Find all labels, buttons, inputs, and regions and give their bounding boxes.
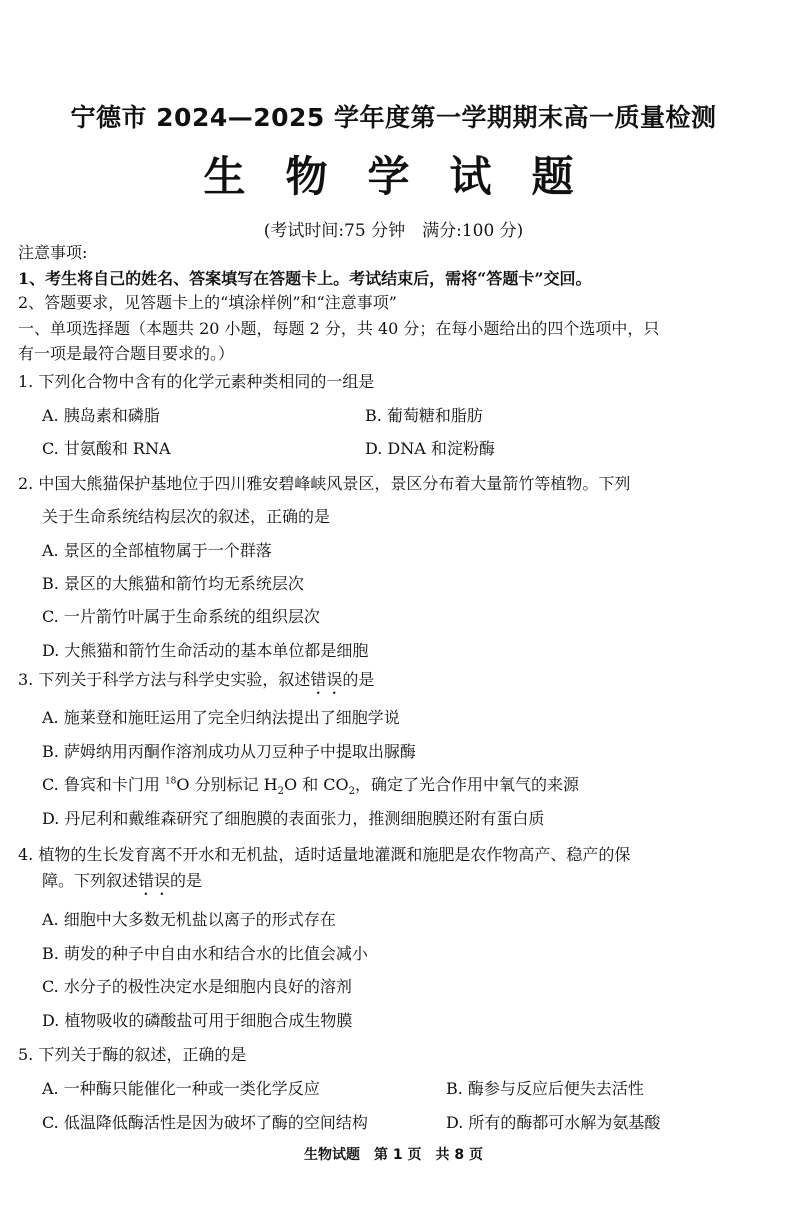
- question-2-option-d: D. 大熊猫和箭竹生命活动的基本单位都是细胞: [42, 641, 369, 660]
- question-2-stem-line2: 关于生命系统结构层次的叙述，正确的是: [42, 507, 331, 526]
- question-4-stem-line1: 4. 植物的生长发育离不开水和无机盐，适时适量地灌溉和施肥是农作物高产、稳产的保: [18, 845, 631, 864]
- exam-info: (考试时间:75 分钟 满分:100 分): [263, 221, 524, 241]
- question-1-option-c: C. 甘氨酸和 RNA: [42, 439, 171, 458]
- question-3-stem-pre: 3. 下列关于科学方法与科学史实验，叙述: [18, 670, 311, 689]
- question-3-option-c: [42, 774, 579, 796]
- question-4-stem-line2: [42, 870, 202, 899]
- question-3-option-c-text: O 分别标记 H: [176, 775, 278, 794]
- question-2-option-a: A. 景区的全部植物属于一个群落: [42, 541, 272, 560]
- question-3-option-d: D. 丹尼利和戴维森研究了细胞膜的表面张力，推测细胞膜还附有蛋白质: [42, 809, 545, 828]
- subject-title: 生物学试题: [203, 152, 614, 201]
- isotope-superscript: 18: [164, 776, 177, 787]
- question-4-option-a: A. 细胞中大多数无机盐以离子的形式存在: [42, 910, 336, 929]
- exam-title: 宁德市 2024—2025 学年度第一学期期末高一质量检测: [70, 103, 717, 132]
- question-1-stem: 1. 下列化合物中含有的化学元素种类相同的一组是: [18, 372, 375, 391]
- question-2-option-b: B. 景区的大熊猫和箭竹均无系统层次: [42, 574, 304, 593]
- subscript: 2: [348, 786, 356, 798]
- question-3-stem-emphasis: 错误: [310, 670, 343, 689]
- note-item-2: 2、答题要求，见答题卡上的“填涂样例”和“注意事项”: [18, 293, 397, 312]
- question-3-option-c-text: O 和 CO: [284, 775, 349, 794]
- question-5-option-a: A. 一种酶只能催化一种或一类化学反应: [42, 1079, 320, 1098]
- question-1-option-b: B. 葡萄糖和脂肪: [365, 406, 483, 425]
- section-intro-line1: 一、单项选择题（本题共 20 小题，每题 2 分，共 40 分；在每小题给出的四个选项中，只: [18, 319, 660, 338]
- question-3-option-a: A. 施莱登和施旺运用了完全归纳法提出了细胞学说: [42, 708, 400, 727]
- question-3-stem: [18, 669, 374, 698]
- page-footer: 生物试题 第 1 页 共 8 页: [304, 1147, 483, 1163]
- question-3-option-c-text: ，确定了光合作用中氧气的来源: [355, 775, 580, 794]
- question-1-option-a: A. 胰岛素和磷脂: [42, 406, 160, 425]
- question-3-option-c-text: C. 鲁宾和卡门用: [42, 775, 165, 794]
- note-item-1: 1、考生将自己的姓名、答案填写在答题卡上。考试结束后，需将“答题卡”交回。: [18, 269, 592, 288]
- question-3-option-b: B. 萨姆纳用丙酮作溶剂成功从刀豆种子中提取出脲酶: [42, 742, 416, 761]
- question-4-option-d: D. 植物吸收的磷酸盐可用于细胞合成生物膜: [42, 1011, 353, 1030]
- question-2-option-c: C. 一片箭竹叶属于生命系统的组织层次: [42, 607, 320, 626]
- question-3-stem-post: 的是: [342, 670, 375, 689]
- question-5-stem: 5. 下列关于酶的叙述，正确的是: [18, 1045, 247, 1064]
- question-4-option-b: B. 萌发的种子中自由水和结合水的比值会减小: [42, 944, 368, 963]
- question-5-option-b: B. 酶参与反应后便失去活性: [446, 1079, 644, 1098]
- question-4-stem-emphasis: 错误: [138, 871, 171, 890]
- question-4-stem-pre: 障。下列叙述: [42, 871, 139, 890]
- subscript: 2: [277, 786, 285, 798]
- question-1-option-d: D. DNA 和淀粉酶: [365, 439, 495, 458]
- question-4-option-c: C. 水分子的极性决定水是细胞内良好的溶剂: [42, 977, 352, 996]
- question-5-option-d: D. 所有的酶都可水解为氨基酸: [446, 1113, 661, 1132]
- section-intro-line2: 有一项是最符合题目要求的。）: [18, 344, 235, 363]
- question-4-stem-post: 的是: [170, 871, 203, 890]
- question-5-option-c: C. 低温降低酶活性是因为破坏了酶的空间结构: [42, 1113, 368, 1132]
- notes-heading: 注意事项:: [18, 243, 88, 262]
- question-2-stem-line1: 2. 中国大熊猫保护基地位于四川雅安碧峰峡风景区，景区分布着大量箭竹等植物。下列: [18, 474, 631, 493]
